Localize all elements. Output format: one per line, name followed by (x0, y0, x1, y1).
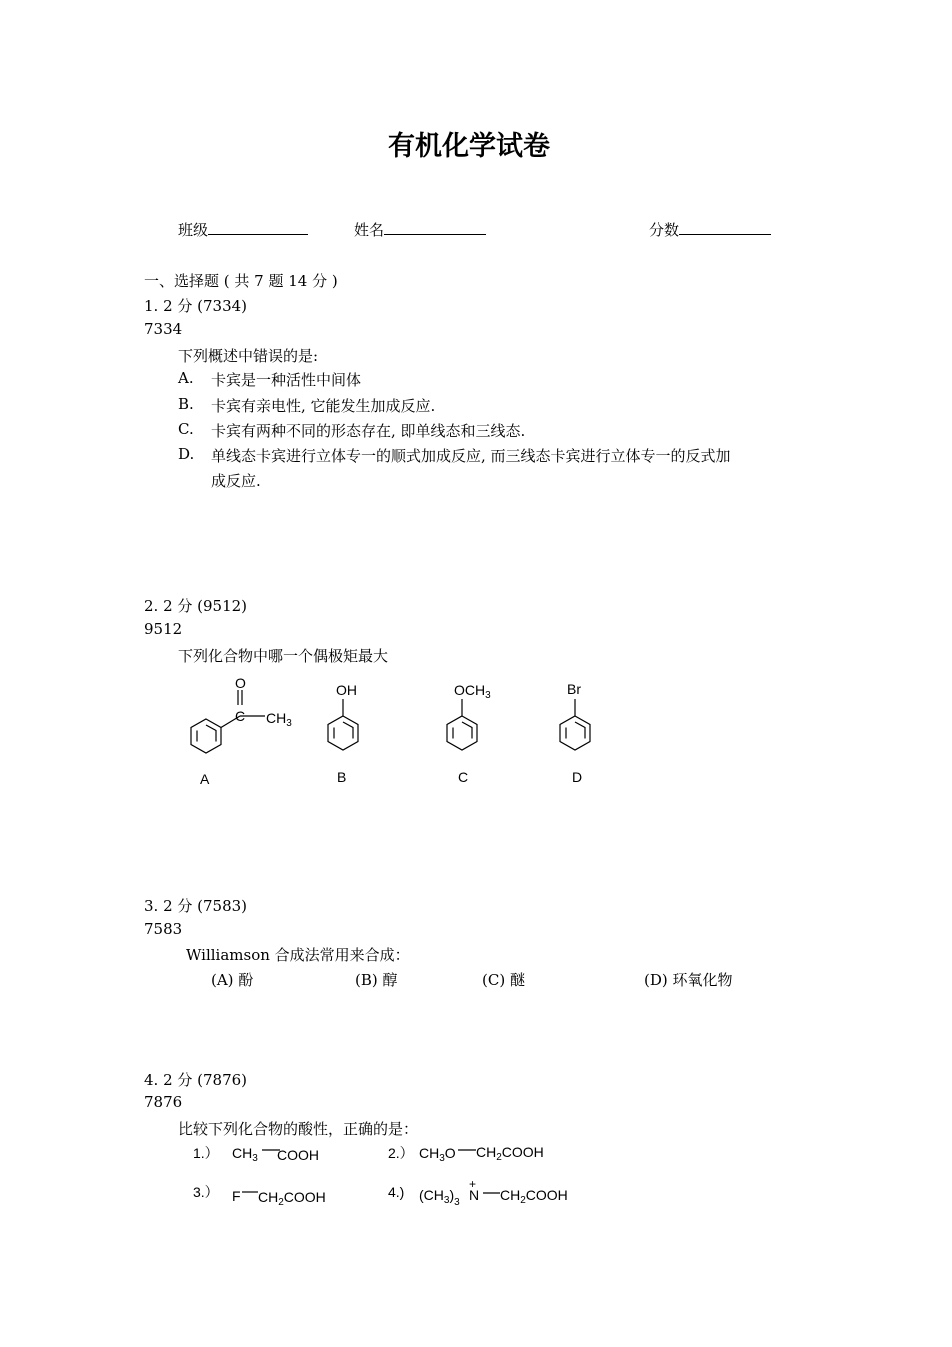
q1-code: 7334 (144, 320, 183, 338)
q3-code: 7583 (144, 920, 183, 938)
q4-item3-num: 3.） (193, 1184, 219, 1200)
q2-structures (0, 670, 952, 795)
q2-code: 9512 (144, 620, 183, 638)
q4-item4-acid: $CH_2COOH$ (500, 1187, 568, 1206)
q4-item4-ammonium: $(CH_3)_3$ (419, 1187, 460, 1208)
name-blank[interactable] (384, 220, 486, 235)
structure-a-oxygen: O (235, 675, 246, 691)
q1-option-letter: B. (178, 395, 194, 413)
q4-item1-num: 1.） (193, 1145, 219, 1161)
q1-option-text: 卡宾有亲电性, 它能发生加成反应. (211, 397, 436, 415)
q1-option-text: 卡宾是一种活性中间体 (211, 371, 362, 389)
score-blank[interactable] (679, 220, 771, 235)
q3-option-c: (C) 醚 (482, 971, 525, 989)
q4-item4-num: 4.) (388, 1184, 405, 1200)
structure-c-group: $OCH_3$ (454, 682, 491, 701)
q3-option-d: (D) 环氧化物 (644, 971, 733, 989)
q2-header: 2. 2 分 (9512) (144, 597, 248, 615)
class-field (178, 219, 308, 240)
q4-code: 7876 (144, 1093, 183, 1111)
name-field (354, 219, 486, 240)
section-heading: 一、选择题 ( 共 7 题 14 分 ) (144, 272, 338, 290)
q4-item4-nitrogen: N (469, 1187, 480, 1203)
structure-b-group: OH (336, 682, 357, 698)
q1-option-letter: C. (178, 420, 194, 438)
benzene-ring-a (191, 690, 265, 753)
benzene-ring-d (560, 699, 590, 750)
structure-a-methyl: $CH_3$ (266, 710, 292, 729)
structure-c-label: C (458, 769, 469, 785)
q3-option-b: (B) 醇 (355, 971, 398, 989)
q4-item3-fluoro: F (232, 1188, 241, 1204)
class-label: 班级 (178, 221, 209, 239)
name-label: 姓名 (354, 221, 385, 239)
q4-item3-acid: $CH_2COOH$ (258, 1189, 326, 1208)
class-blank[interactable] (208, 220, 308, 235)
structure-a-label: A (200, 771, 210, 787)
q1-header: 1. 2 分 (7334) (144, 297, 248, 315)
score-field (649, 219, 771, 240)
q3-stem: Williamson 合成法常用来合成： (186, 946, 410, 964)
q3-option-a: (A) 酚 (211, 971, 254, 989)
q4-stem: 比较下列化合物的酸性，正确的是： (178, 1120, 419, 1138)
q1-option-text: 单线态卡宾进行立体专一的顺式加成反应, 而三线态卡宾进行立体专一的反式加 (211, 447, 731, 465)
q4-item2-num: 2.） (388, 1145, 414, 1161)
q2-stem: 下列化合物中哪一个偶极矩最大 (178, 647, 389, 665)
structure-d-group: Br (567, 681, 581, 697)
structure-d-label: D (572, 769, 583, 785)
q1-stem: 下列概述中错误的是: (178, 347, 319, 365)
q1-option-text: 卡宾有两种不同的形态存在, 即单线态和三线态. (211, 422, 526, 440)
page-title: 有机化学试卷 (388, 131, 550, 162)
q1-option-letter: A. (178, 369, 194, 387)
structure-a-carbon: C (235, 708, 246, 724)
structure-b-label: B (337, 769, 347, 785)
q4-item2-acid: $CH_2COOH$ (476, 1144, 544, 1163)
q4-item1-formula: $CH_3$ (232, 1145, 258, 1164)
q4-item2-formula: $CH_3O$ (419, 1145, 456, 1164)
q1-option-text-cont: 成反应. (211, 472, 261, 490)
q1-option-letter: D. (178, 445, 195, 463)
q4-formulas (0, 1135, 952, 1215)
q4-item4-charge: + (469, 1177, 477, 1191)
score-label: 分数 (649, 221, 680, 239)
benzene-ring-b (328, 699, 358, 750)
q3-header: 3. 2 分 (7583) (144, 897, 248, 915)
benzene-ring-c (447, 699, 477, 750)
q4-header: 4. 2 分 (7876) (144, 1071, 248, 1089)
q4-item1-acid: COOH (277, 1147, 319, 1163)
